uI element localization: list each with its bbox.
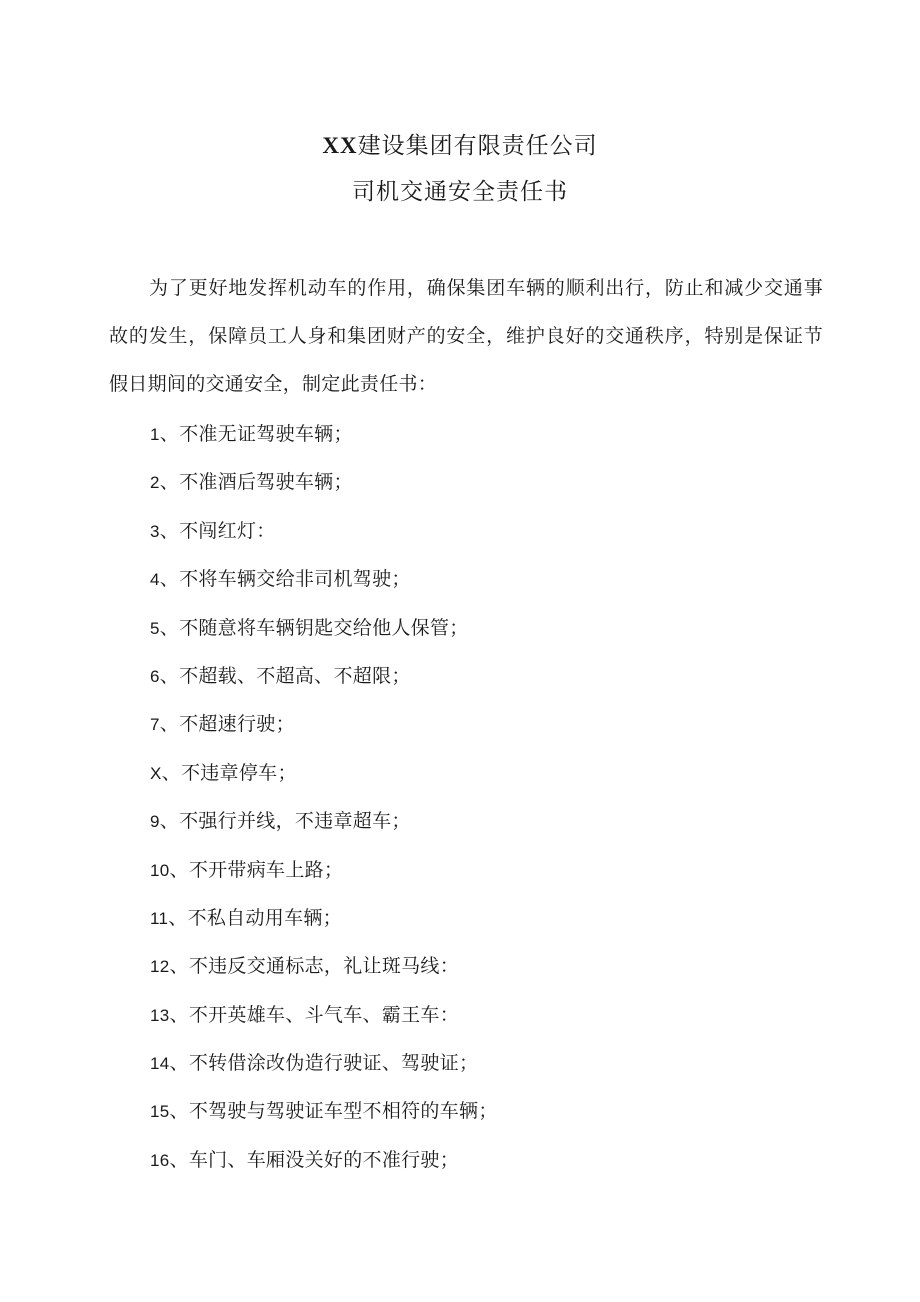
rule-item <box>150 507 498 555</box>
rule-text: 不开英雄车、斗气车、霸王车： <box>188 1003 460 1026</box>
rule-item <box>150 604 498 652</box>
rule-item <box>150 410 498 458</box>
rule-item <box>150 942 498 990</box>
company-title-name: 建设集团有限责任公司 <box>357 133 598 159</box>
rule-text: 不准无证驾驶车辆； <box>179 423 353 445</box>
rule-text: 不违章停车； <box>180 761 297 784</box>
rule-number: 12 <box>150 957 170 977</box>
rule-text: 不违反交通标志，礼让斑马线： <box>188 955 460 978</box>
rule-text: 不开带病车上路； <box>188 858 344 881</box>
rule-number: 7 <box>150 715 160 735</box>
rules-list <box>150 410 498 1184</box>
company-title <box>0 123 920 169</box>
rule-separator: 、 <box>169 1052 189 1075</box>
title-block <box>0 123 920 215</box>
rule-separator: 、 <box>159 616 180 639</box>
rule-separator: 、 <box>161 761 181 784</box>
rule-number: 4 <box>150 570 160 590</box>
rule-text: 不超载、不超高、不超限； <box>179 664 411 687</box>
rule-text: 不私自动用车辆； <box>187 906 342 929</box>
rule-separator: 、 <box>159 713 180 736</box>
rule-item <box>150 797 498 845</box>
rule-separator: 、 <box>159 519 180 542</box>
rule-separator: 、 <box>159 568 180 591</box>
rule-number: 16 <box>150 1150 170 1170</box>
rule-number: 11 <box>150 908 169 928</box>
rule-item <box>150 991 498 1039</box>
rule-text: 不强行并线，不违章超车； <box>179 810 411 833</box>
rule-number: 2 <box>150 473 160 493</box>
rule-separator: 、 <box>169 1003 189 1026</box>
rule-separator: 、 <box>169 1100 189 1123</box>
rule-item <box>150 700 498 748</box>
rule-separator: 、 <box>168 906 188 929</box>
rule-item <box>150 458 498 506</box>
rule-item <box>150 1087 498 1135</box>
rule-text: 不驾驶与驾驶证车型不相符的车辆； <box>188 1100 498 1123</box>
rule-text: 车门、车厢没关好的不准行驶； <box>188 1148 460 1171</box>
rule-separator: 、 <box>169 1148 189 1171</box>
rule-text: 不转借涂改伪造行驶证、驾驶证； <box>188 1052 479 1075</box>
rule-text: 不将车辆交给非司机驾驶； <box>179 568 411 591</box>
rule-text: 不随意将车辆钥匙交给他人保管； <box>179 616 469 639</box>
rule-number: 1 <box>150 425 160 444</box>
document-title: 司机交通安全责任书 <box>352 179 568 205</box>
rule-number: 15 <box>150 1102 170 1122</box>
intro-paragraph: 为了更好地发挥机动车的作用，确保集团车辆的顺利出行，防止和减少交通事故的发生，保障员工人身和集团财产的安全，维护良好的交通秩序，特别是保证节假日期间的交通安全，制定此责任书： <box>109 277 823 395</box>
rule-number: 14 <box>150 1054 170 1074</box>
rule-item <box>150 652 498 700</box>
rule-number: 5 <box>150 618 160 638</box>
rule-separator: 、 <box>169 955 189 978</box>
company-title-prefix: XX <box>322 133 358 158</box>
rule-separator: 、 <box>159 423 180 445</box>
rule-number: 9 <box>150 812 160 832</box>
rule-item <box>150 846 498 894</box>
rule-item <box>150 555 498 603</box>
rule-text: 不准酒后驾驶车辆； <box>179 471 353 494</box>
rule-item <box>150 894 498 942</box>
rule-item <box>150 749 498 797</box>
rule-separator: 、 <box>159 471 180 494</box>
rule-text: 不闯红灯： <box>179 519 276 542</box>
rule-number: X <box>150 763 162 783</box>
rule-number: 3 <box>150 521 160 541</box>
rule-separator: 、 <box>159 810 180 833</box>
rule-separator: 、 <box>159 664 180 687</box>
rule-number: 13 <box>150 1005 170 1025</box>
rule-item <box>150 1136 498 1184</box>
rule-text: 不超速行驶； <box>179 713 295 736</box>
rule-item <box>150 1039 498 1087</box>
rule-separator: 、 <box>169 858 189 881</box>
rule-number: 10 <box>150 860 170 880</box>
rule-number: 6 <box>150 666 160 686</box>
